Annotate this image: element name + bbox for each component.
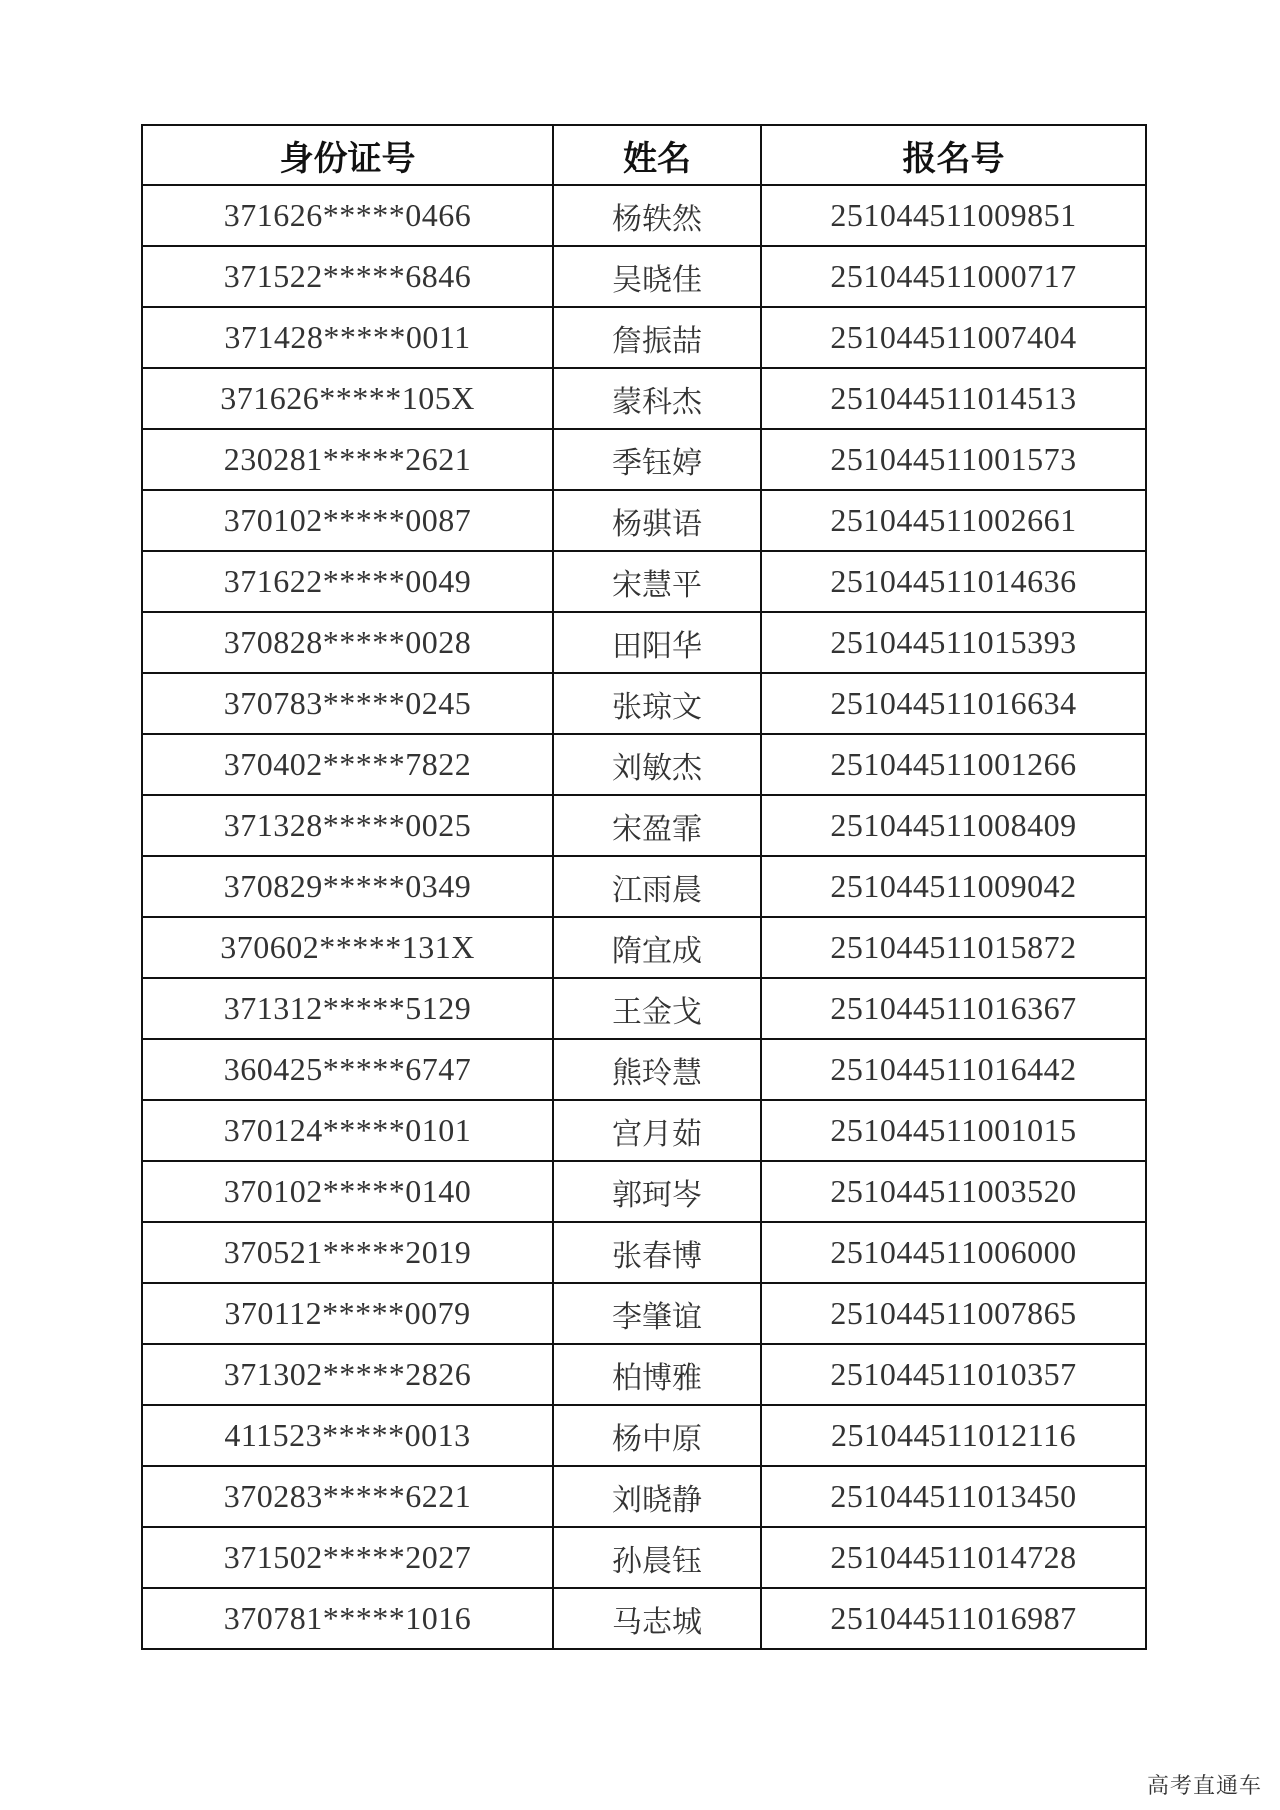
- table-row: [142, 185, 1146, 246]
- registration-number-cell: 251044511016442: [761, 1039, 1146, 1100]
- registration-number-cell: 251044511016367: [761, 978, 1146, 1039]
- id-number-cell: 370102*****0087: [142, 490, 553, 551]
- watermark-text: 高考直通车: [1146, 1774, 1262, 1799]
- table-row: [142, 307, 1146, 368]
- registration-number-cell: 251044511016987: [761, 1588, 1146, 1649]
- table-row: [142, 1161, 1146, 1222]
- name-cell: 马志城: [553, 1588, 761, 1649]
- table-row: [142, 795, 1146, 856]
- name-cell: 季钰婷: [553, 429, 761, 490]
- id-number-cell: 370781*****1016: [142, 1588, 553, 1649]
- registration-number-cell: 251044511008409: [761, 795, 1146, 856]
- registration-number-cell: 251044511003520: [761, 1161, 1146, 1222]
- id-number-cell: 370102*****0140: [142, 1161, 553, 1222]
- id-number-cell: 371302*****2826: [142, 1344, 553, 1405]
- table-row: [142, 1344, 1146, 1405]
- header-id-number: 身份证号: [142, 125, 553, 185]
- id-number-cell: 371312*****5129: [142, 978, 553, 1039]
- id-number-cell: 230281*****2621: [142, 429, 553, 490]
- registration-number-cell: 251044511012116: [761, 1405, 1146, 1466]
- name-cell: 蒙科杰: [553, 368, 761, 429]
- id-number-cell: 370283*****6221: [142, 1466, 553, 1527]
- table-row: [142, 1039, 1146, 1100]
- table-row: [142, 429, 1146, 490]
- table-row: [142, 856, 1146, 917]
- table-row: [142, 1222, 1146, 1283]
- name-cell: 吴晓佳: [553, 246, 761, 307]
- id-number-cell: 371626*****0466: [142, 185, 553, 246]
- name-cell: 宫月茹: [553, 1100, 761, 1161]
- registration-number-cell: 251044511001015: [761, 1100, 1146, 1161]
- name-cell: 杨轶然: [553, 185, 761, 246]
- header-name: 姓名: [553, 125, 761, 185]
- registration-number-cell: 251044511001573: [761, 429, 1146, 490]
- name-cell: 张春博: [553, 1222, 761, 1283]
- id-number-cell: 370124*****0101: [142, 1100, 553, 1161]
- registration-number-cell: 251044511014636: [761, 551, 1146, 612]
- name-cell: 刘晓静: [553, 1466, 761, 1527]
- registration-number-cell: 251044511006000: [761, 1222, 1146, 1283]
- name-cell: 李肇谊: [553, 1283, 761, 1344]
- name-cell: 熊玲慧: [553, 1039, 761, 1100]
- table-row: [142, 978, 1146, 1039]
- name-cell: 江雨晨: [553, 856, 761, 917]
- table-row: [142, 612, 1146, 673]
- name-cell: 隋宜成: [553, 917, 761, 978]
- id-number-cell: 371428*****0011: [142, 307, 553, 368]
- table-row: [142, 673, 1146, 734]
- name-cell: 田阳华: [553, 612, 761, 673]
- id-number-cell: 370521*****2019: [142, 1222, 553, 1283]
- registration-number-cell: 251044511000717: [761, 246, 1146, 307]
- header-row: [142, 125, 1146, 185]
- id-number-cell: 371328*****0025: [142, 795, 553, 856]
- id-number-cell: 371622*****0049: [142, 551, 553, 612]
- registration-number-cell: 251044511015393: [761, 612, 1146, 673]
- name-cell: 杨骐语: [553, 490, 761, 551]
- table-row: [142, 1527, 1146, 1588]
- registration-number-cell: 251044511007404: [761, 307, 1146, 368]
- name-cell: 詹振喆: [553, 307, 761, 368]
- table-row: [142, 1405, 1146, 1466]
- id-number-cell: 371626*****105X: [142, 368, 553, 429]
- candidate-table: [141, 124, 1147, 1650]
- name-cell: 宋盈霏: [553, 795, 761, 856]
- registration-number-cell: 251044511002661: [761, 490, 1146, 551]
- name-cell: 宋慧平: [553, 551, 761, 612]
- registration-number-cell: 251044511001266: [761, 734, 1146, 795]
- id-number-cell: 360425*****6747: [142, 1039, 553, 1100]
- table-row: [142, 368, 1146, 429]
- id-number-cell: 370602*****131X: [142, 917, 553, 978]
- table-row: [142, 734, 1146, 795]
- id-number-cell: 370829*****0349: [142, 856, 553, 917]
- id-number-cell: 370783*****0245: [142, 673, 553, 734]
- name-cell: 孙晨钰: [553, 1527, 761, 1588]
- header-registration-number: 报名号: [761, 125, 1146, 185]
- registration-number-cell: 251044511007865: [761, 1283, 1146, 1344]
- table-row: [142, 490, 1146, 551]
- table-row: [142, 1100, 1146, 1161]
- id-number-cell: 370112*****0079: [142, 1283, 553, 1344]
- name-cell: 刘敏杰: [553, 734, 761, 795]
- table-row: [142, 551, 1146, 612]
- id-number-cell: 370828*****0028: [142, 612, 553, 673]
- registration-number-cell: 251044511009042: [761, 856, 1146, 917]
- id-number-cell: 371502*****2027: [142, 1527, 553, 1588]
- registration-number-cell: 251044511010357: [761, 1344, 1146, 1405]
- table-row: [142, 1588, 1146, 1649]
- name-cell: 柏博雅: [553, 1344, 761, 1405]
- table-row: [142, 1466, 1146, 1527]
- name-cell: 郭珂岑: [553, 1161, 761, 1222]
- registration-number-cell: 251044511014513: [761, 368, 1146, 429]
- registration-number-cell: 251044511015872: [761, 917, 1146, 978]
- table-row: [142, 246, 1146, 307]
- registration-number-cell: 251044511013450: [761, 1466, 1146, 1527]
- table-row: [142, 1283, 1146, 1344]
- registration-number-cell: 251044511014728: [761, 1527, 1146, 1588]
- name-cell: 张琼文: [553, 673, 761, 734]
- id-number-cell: 371522*****6846: [142, 246, 553, 307]
- id-number-cell: 411523*****0013: [142, 1405, 553, 1466]
- id-number-cell: 370402*****7822: [142, 734, 553, 795]
- table-row: [142, 917, 1146, 978]
- registration-number-cell: 251044511009851: [761, 185, 1146, 246]
- registration-number-cell: 251044511016634: [761, 673, 1146, 734]
- name-cell: 杨中原: [553, 1405, 761, 1466]
- name-cell: 王金戈: [553, 978, 761, 1039]
- table-body: [142, 185, 1146, 1649]
